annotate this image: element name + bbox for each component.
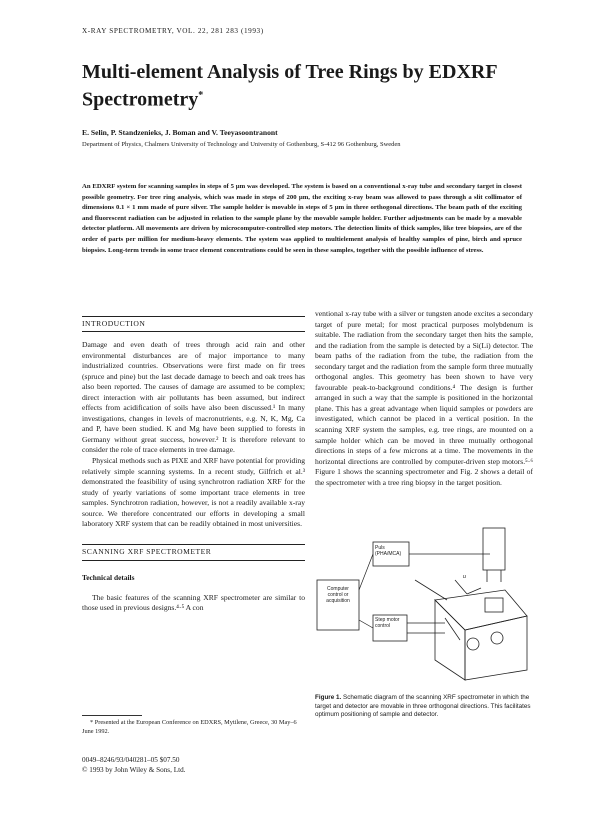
- caption-text: Schematic diagram of the scanning XRF spectrometer in which the target and detector are movable in three orthogonal directions. This facilitates optimum positioning of sample and detector.: [315, 694, 531, 719]
- abstract: An EDXRF system for scanning samples in steps of 5 µm was developed. The system is based on a conventional x-ray tube and secondary target in closest possible geometry. For tree ring analysis, which was made in steps of 200 µm, the exciting x-ray beam was allowed to pass through a slit collimator of dimensions 0.1 × 1 mm made of pure silver. The sample holder is movable in steps of 5 µm in three orthogonal directions. The beam path of the exciting and fluorescent radiation can be adjusted in relation to the sample plane by the movable sample holder. Further adjustments can be made by a movable detector platform. All movements are driven by microcomputer-controlled step motors. The detection limits of thick samples, like tree biopsies, are of the order of parts per million for medium-heavy elements. The system was applied to multielement analysis of healthy samples of pine, birch and spruce biopsies. Long-term trends in some trace element concentrations could be seen in these samples, together with the possible influence of stress.: [82, 183, 522, 254]
- pha-label: Puls (PHA/MCA): [375, 545, 402, 557]
- title-footnote-mark: *: [198, 90, 204, 101]
- technical-details-heading: Technical details: [82, 573, 135, 583]
- right-column: [315, 309, 533, 488]
- intro-heading: INTRODUCTION: [82, 316, 305, 332]
- authors: E. Selin, P. Standzenieks, J. Boman and V. Teeyasoontranont: [82, 128, 278, 137]
- intro-paragraph-1: Damage and even death of trees through acid rain and other environmental disturbances are of major importance to many industrialized countries. Observations were first made on fir trees (spruce and pine) but the last decade damage to beech and oak trees has also been reported. The causes of damage are assumed to be complex; direct interaction with air pollutants has been assumed, but indirect effects from acidification of soils have also been discussed.¹ In many investigations, changes in levels of macronutrients, e.g. N, K, Mg, Ca and P, have been studied. K and Mg have been supplied to forests in Germany without great success, however.² It is therefore relevant to consider the role of trace elements in tree damage.: [82, 340, 305, 455]
- direction-mark: u: [463, 574, 466, 580]
- figure-1-caption: [315, 694, 533, 720]
- affiliation: Department of Physics, Chalmers University of Technology and University of Gothenburg, S-412 96 Gothenburg, Sweden: [82, 141, 401, 148]
- issn-line: 0049–8246/93/040281–05 $07.50: [82, 756, 180, 764]
- paper-title: [82, 60, 512, 112]
- copyright-line: © 1993 by John Wiley & Sons, Ltd.: [82, 766, 186, 774]
- spectrometer-drawing: [415, 528, 527, 680]
- footnote-rule: [82, 715, 142, 716]
- intro-paragraph-2: Physical methods such as PIXE and XRF have potential for providing relatively simple scanning systems. In a recent study, Gilfrich et al.³ demonstrated the feasibility of using synchrotron radiation XRF for the study of yearly variations of some important trace elements in tree samples. Synchrotron radiation, however, is not a readily available x-ray source. We therefore concentrated our efforts in developing a small laboratory XRF system that can be readily obtained in most universities.: [82, 456, 305, 529]
- figure-1-diagram: [315, 520, 533, 688]
- footnote: * Presented at the European Conference on EDXRS, Mytilene, Greece, 30 May–6 June 1992.: [82, 719, 297, 735]
- scanning-heading: SCANNING XRF SPECTROMETER: [82, 544, 305, 562]
- title-text: Multi-element Analysis of Tree Rings by EDXRF Spectrometry: [82, 61, 497, 111]
- caption-label: Figure 1.: [315, 694, 342, 701]
- stepmotor-label: Step motor control: [375, 617, 400, 629]
- computer-label: Computer control or acquisition: [326, 586, 350, 604]
- issn-block: [82, 755, 185, 775]
- left-column: [82, 340, 305, 614]
- technical-paragraph: ventional x-ray tube with a silver or tungsten anode excites a secondary target of pure metal; for most practical purposes molybdenum is suitable. The radiation from the secondary target then hits the sample, and the radiation from the sample is detected by a Si(Li) detector. The beam paths of the radiation from the tube, the radiation from the secondary target and the radiation from the sample form three mutually orthogonal angles. This geometry has been shown to have very favourable peak-to-background conditions.⁴ The design is further arranged in such a way that the sample is positioned in the horizontal plane. This has a great advantage when liquid samples or powders are investigated, which cannot be placed in a vertical position. In the scanning XRF system the samples, e.g. tree rings, are mounted on a sample holder which can be moved in three mutually orthogonal directions in steps of a few microns at a time. The movements in the horizontal directions are controlled by computer-driven step motors.⁵·⁶ Figure 1 shows the scanning spectrometer and Fig. 2 shows a detail of the spectrometer with a tree ring biopsy in the target position.: [315, 309, 533, 487]
- running-head: X-RAY SPECTROMETRY, VOL. 22, 281 283 (1993): [82, 27, 264, 35]
- technical-paragraph-start: The basic features of the scanning XRF spectrometer are similar to those used in previous designs.⁴·⁵ A con: [82, 592, 305, 613]
